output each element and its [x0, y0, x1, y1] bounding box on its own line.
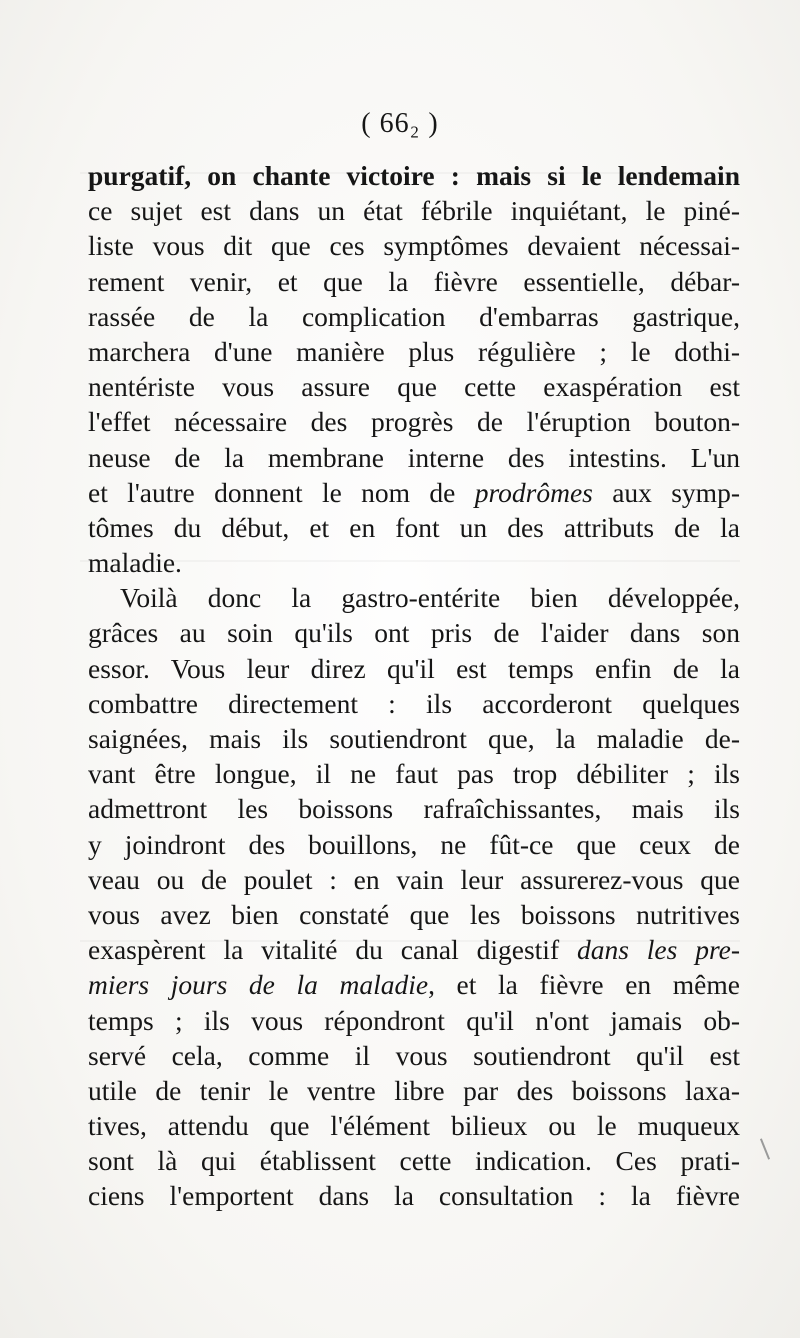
text-line — [88, 545, 740, 580]
text-segment: marchera d'une manière plus régulière ; le dothi- — [88, 335, 740, 367]
text-line — [88, 932, 740, 967]
text-line — [88, 1073, 740, 1108]
text-segment: rassée de la complication d'embarras gastrique, — [88, 300, 740, 332]
text-line — [88, 475, 740, 510]
text-segment: y joindront des bouillons, ne fût-ce que ceux de — [88, 828, 740, 860]
text-segment: neuse de la membrane interne des intestins. L'un — [88, 441, 740, 473]
text-line — [88, 1143, 740, 1178]
text-segment: nentériste vous assure que cette exaspération est — [88, 371, 740, 403]
text-segment: Voilà donc la gastro-entérite bien développée, — [120, 582, 740, 614]
text-segment: aux symp- — [592, 476, 740, 508]
text-line — [88, 193, 740, 228]
text-line — [88, 1108, 740, 1143]
text-line — [88, 651, 740, 686]
text-segment: sont là qui établissent cette indication. Ces prati- — [88, 1145, 740, 1177]
text-segment: exaspèrent la vitalité du canal digestif — [88, 934, 577, 966]
text-line — [88, 827, 740, 862]
italic-text: miers jours de la maladie — [88, 969, 429, 1001]
text-segment: liste vous dit que ces symptômes devaient nécessai- — [88, 230, 740, 262]
text-segment: admettront les boissons rafraîchissantes, mais ils — [88, 793, 740, 825]
text-line — [88, 1003, 740, 1038]
text-line — [88, 404, 740, 439]
text-segment: tives, attendu que l'élément bilieux ou le muqueux — [88, 1110, 740, 1142]
text-segment: rement venir, et que la fièvre essentielle, débar- — [88, 265, 740, 297]
text-segment: l'effet nécessaire des progrès de l'éruption bouton- — [88, 406, 740, 438]
text-line — [88, 615, 740, 650]
text-line — [88, 791, 740, 826]
body-text — [88, 158, 740, 1214]
text-line — [88, 580, 740, 615]
text-line — [88, 228, 740, 263]
text-line — [88, 897, 740, 932]
text-segment: maladie. — [88, 547, 182, 579]
italic-text: dans les pre- — [576, 934, 740, 966]
text-segment: purgatif, on chante victoire : mais si le lendemain — [88, 160, 740, 191]
text-segment: ce sujet est dans un état fébrile inquiétant, le piné- — [88, 195, 740, 227]
text-line — [88, 862, 740, 897]
text-line — [88, 299, 740, 334]
text-segment: tômes du début, et en font un des attributs de la — [88, 511, 740, 543]
text-segment: , et la fièvre en même — [428, 969, 740, 1001]
text-segment: ciens l'emportent dans la consultation : la fièvre — [88, 1180, 740, 1212]
text-segment: vous avez bien constaté que les boissons nutritives — [88, 898, 740, 930]
text-segment: veau ou de poulet : en vain leur assurerez-vous que — [88, 863, 740, 895]
text-line — [88, 1038, 740, 1073]
text-segment: servé cela, comme il vous soutiendront qu'il est — [88, 1039, 740, 1071]
text-line — [88, 158, 740, 193]
text-line — [88, 721, 740, 756]
text-segment: grâces au soin qu'ils ont pris de l'aider dans son — [88, 617, 740, 649]
text-line — [88, 334, 740, 369]
italic-text: prodrômes — [474, 476, 593, 508]
text-segment: combattre directement : ils accorderont quelques — [88, 687, 740, 719]
text-line — [88, 967, 740, 1002]
text-line — [88, 686, 740, 721]
text-segment: saignées, mais ils soutiendront que, la maladie de- — [88, 723, 740, 754]
text-line — [88, 369, 740, 404]
text-segment: essor. Vous leur direz qu'il est temps enfin de la — [88, 652, 740, 684]
margin-mark — [760, 1138, 770, 1159]
text-line — [88, 440, 740, 475]
text-line — [88, 1178, 740, 1213]
page-number: ( 66₂ ) — [361, 108, 439, 139]
text-line — [88, 264, 740, 299]
text-line — [88, 756, 740, 791]
text-line — [88, 510, 740, 545]
text-segment: utile de tenir le ventre libre par des boissons laxa- — [88, 1074, 740, 1106]
text-segment: temps ; ils vous répondront qu'il n'ont jamais ob- — [88, 1004, 740, 1036]
text-segment: vant être longue, il ne faut pas trop débiliter ; ils — [88, 758, 740, 790]
text-segment: et l'autre donnent le nom de — [88, 476, 475, 508]
